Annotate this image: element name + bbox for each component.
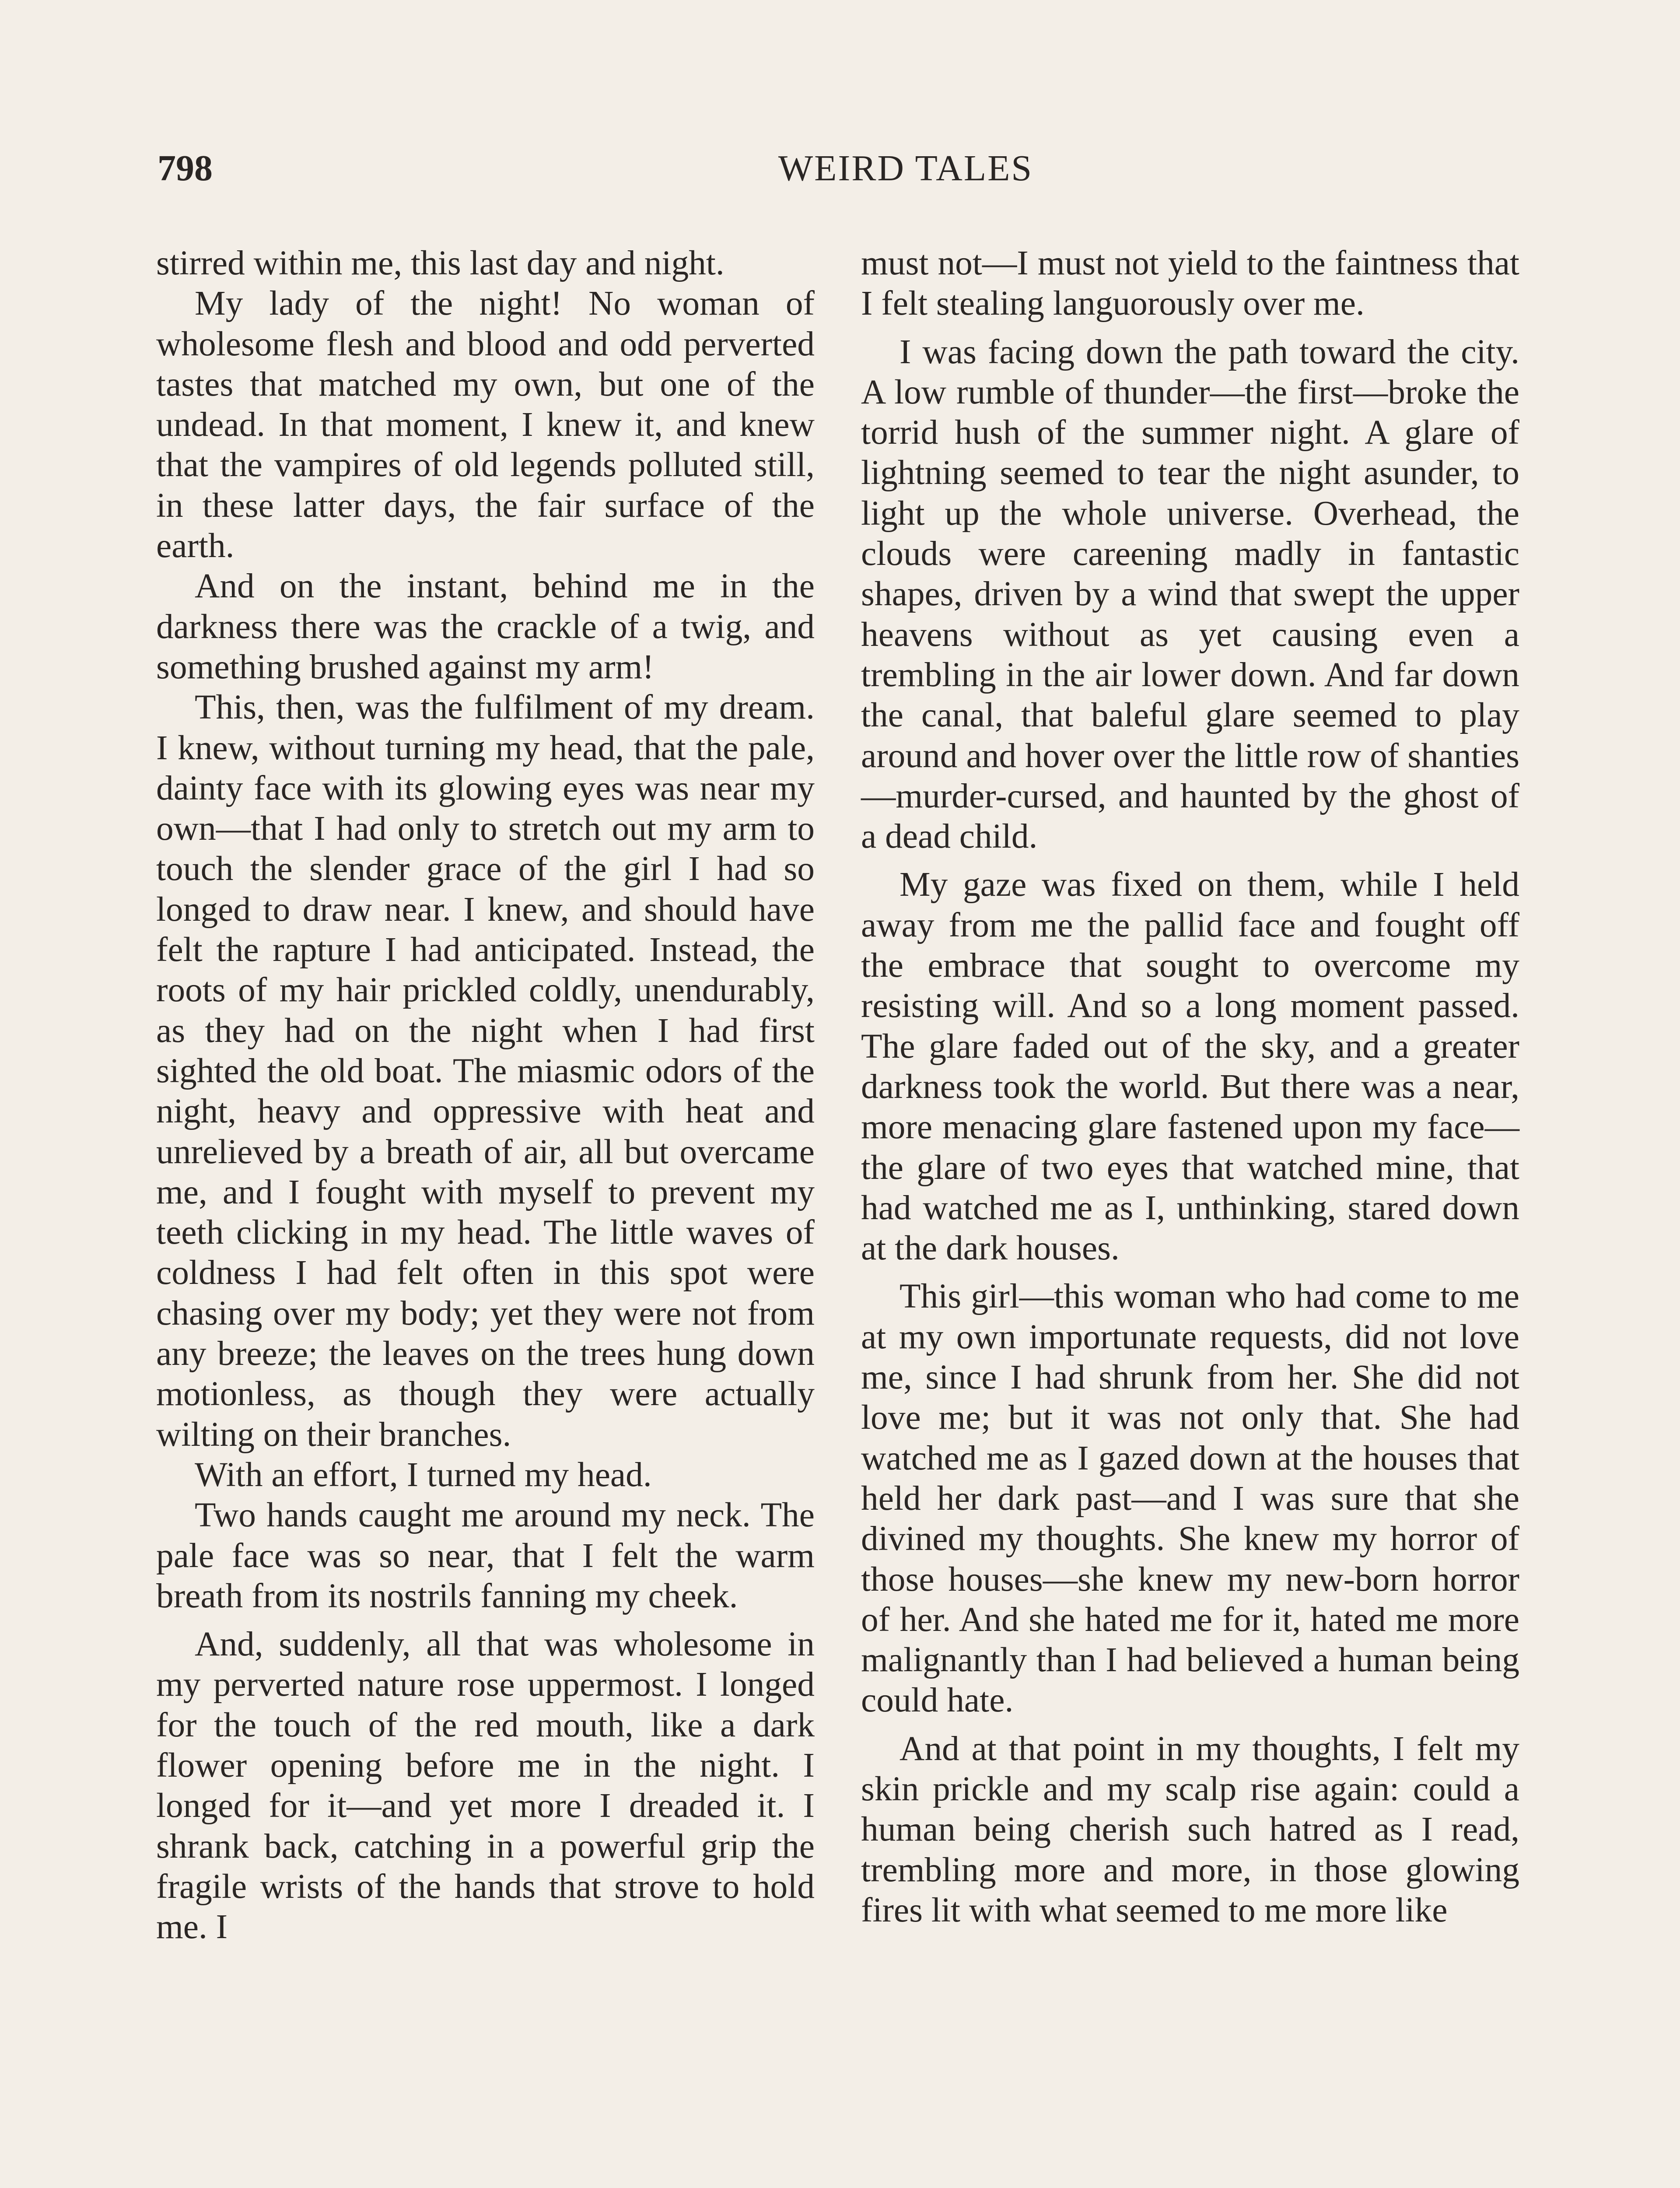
left-paragraph-2: My lady of the night! No woman of wholesome flesh and blood and odd perverted tastes that matched my own, but one of the undead. In that moment, I knew it, and knew that the vampires of old legends polluted still, in these latter days, the fair surface of the earth. — [156, 284, 815, 565]
left-paragraph-3: And on the instant, behind me in the darkness there was the crackle of a twig, and something brushed against my arm! — [156, 567, 815, 686]
left-paragraph-7: And, suddenly, all that was wholesome in my perverted nature rose uppermost. I longed for the touch of the red mouth, like a dark flower opening before me in the night. I longed for it—and yet more I dreaded it. I shrank back, catching in a powerful grip the fragile wrists of the hands that strove to hold me. I — [156, 1625, 815, 1946]
right-paragraph-3: My gaze was fixed on them, while I held away from me the pallid face and fought off the embrace that sought to overcome my resisting will. And so a long moment passed. The glare faded out of the sky, and a greater darkness took the world. But there was a near, more menacing glare fastened upon my face—the glare of two eyes that watched mine, that had watched me as I, unthinking, stared down at the dark houses. — [861, 865, 1519, 1268]
left-paragraph-4: This, then, was the fulfilment of my dream. I knew, without turning my head, that the pale, dainty face with its glowing eyes was near my own—that I had only to stretch out my arm to touch the slender grace of the girl I had so longed to draw near. I knew, and should have felt the rapture I had anticipated. Instead, the roots of my hair prickled coldly, unendurably, as they had on the night when I had first sighted the old boat. The miasmic odors of the night, heavy and oppressive with heat and unrelieved by a breath of air, all but overcame me, and I fought with myself to prevent my teeth clicking in my head. The little waves of coldness I had felt often in this spot were chasing over my body; yet they were not from any breeze; the leaves on the trees hung down motionless, as though they were actually wilting on their branches. — [156, 688, 815, 1454]
left-paragraph-1: stirred within me, this last day and night. — [156, 244, 724, 282]
left-paragraph-5: With an effort, I turned my head. — [195, 1455, 652, 1494]
page-number: 798 — [158, 148, 213, 189]
left-paragraph-6: Two hands caught me around my neck. The pale face was so near, that I felt the warm breath from its nostrils fanning my cheek. — [156, 1496, 815, 1615]
right-paragraph-2: I was facing down the path toward the city. A low rumble of thunder—the first—broke the torrid hush of the summer night. A glare of lightning seemed to tear the night asunder, to light up the whole universe. Overhead, the clouds were careening madly in fantastic shapes, driven by a wind that swept the upper heavens without as yet causing even a trembling in the air lower down. And far down the canal, that baleful glare seemed to play around and hover over the little row of shanties—murder-cursed, and haunted by the ghost of a dead child. — [861, 332, 1519, 856]
page-header — [158, 144, 1522, 193]
right-paragraph-5: And at that point in my thoughts, I felt my skin prickle and my scalp rise again: could a human being cherish such hatred as I read, trembling more and more, in those glowing fires lit with what seemed to me more like — [861, 1729, 1519, 1929]
running-head: WEIRD TALES — [778, 148, 1033, 189]
left-column — [156, 243, 815, 1947]
right-column — [861, 243, 1519, 1930]
right-paragraph-1: must not—I must not yield to the faintness that I felt stealing languorously over me. — [861, 244, 1519, 323]
right-paragraph-4: This girl—this woman who had come to me at my own importunate requests, did not love me, since I had shrunk from her. She did not love me; but it was not only that. She had watched me as I gazed down at the houses that held her dark past—and I was sure that she divined my thoughts. She knew my horror of those houses—she knew my new-born horror of her. And she hated me for it, hated me more malignantly than I had believed a human being could hate. — [861, 1277, 1519, 1720]
